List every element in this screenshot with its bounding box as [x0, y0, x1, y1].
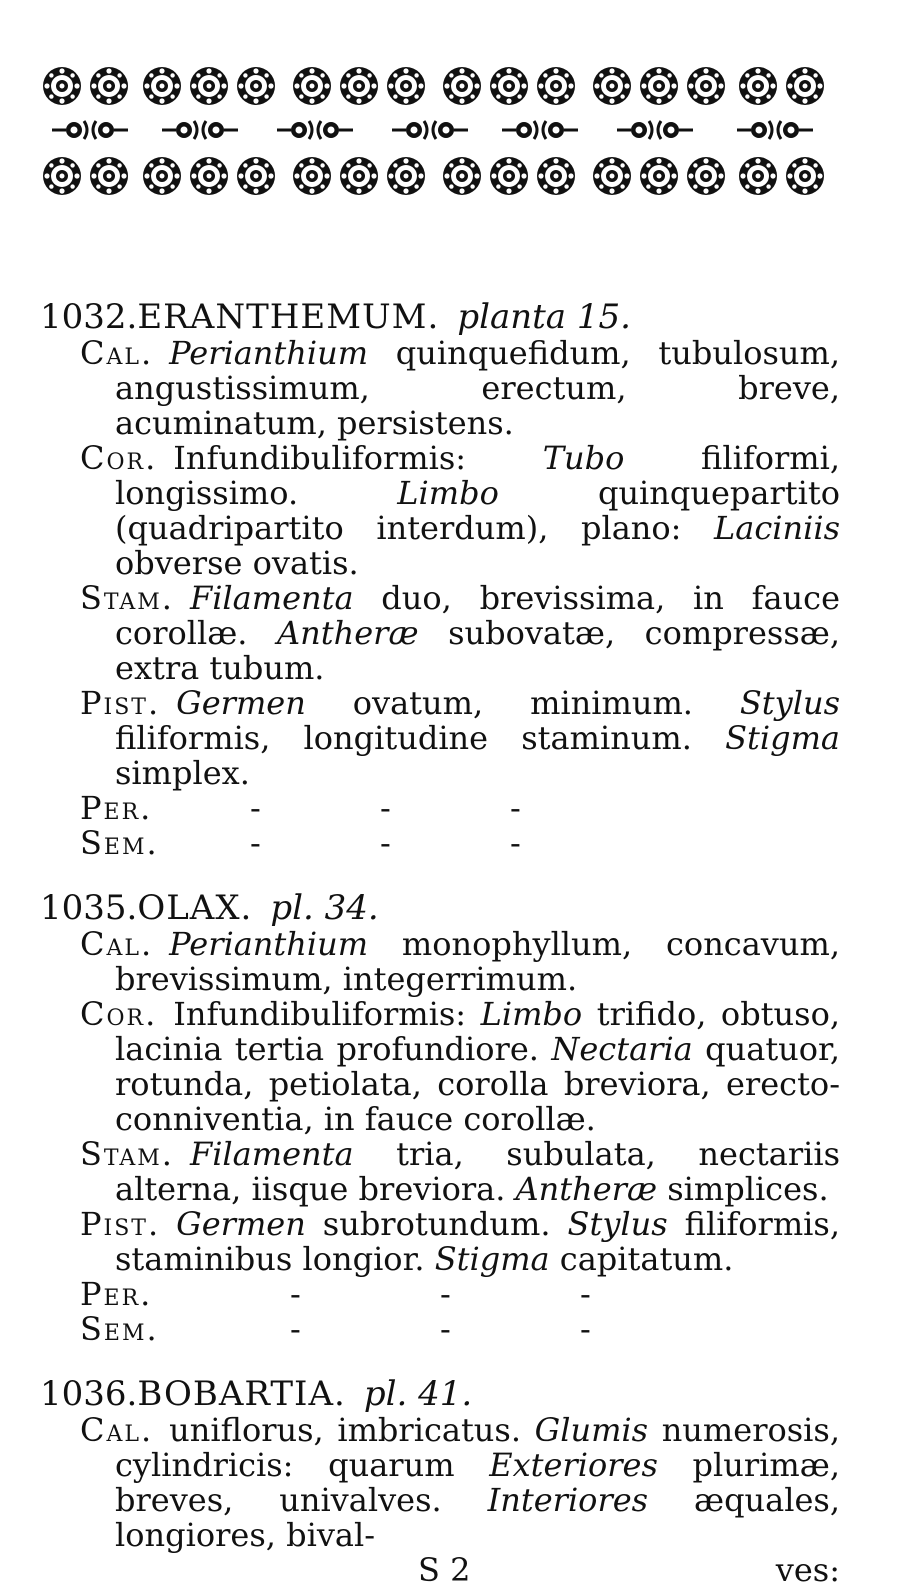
decorative-headpiece: [40, 62, 830, 202]
placeholder-dash: -: [510, 789, 521, 827]
description-text: duo, brevissima, in fauce corollæ.: [115, 579, 840, 652]
italic-term: Stigma: [434, 1240, 550, 1278]
signature-mark: S 2: [418, 1551, 471, 1589]
description-text: numerosis, cylindricis: quarum: [115, 1411, 841, 1484]
placeholder-dash: -: [380, 789, 391, 827]
part-label: Cal.: [80, 925, 154, 963]
part-label: Pist.: [80, 684, 161, 722]
placeholder-dash: -: [440, 1310, 451, 1348]
description-part: [40, 1413, 840, 1553]
entry-number: 1032.: [40, 297, 138, 337]
description-text: simplices.: [657, 1170, 829, 1208]
description-text: quatuor, rotunda, petiolata, corolla breviora, erecto-conniventia, in fauce corollæ.: [115, 1030, 841, 1138]
part-label: Per.: [80, 789, 153, 827]
plate-reference: pl. 41.: [363, 1374, 473, 1414]
description-text: æquales, longiores, bival-: [115, 1481, 841, 1554]
description-text: obverse ovatis.: [115, 544, 359, 582]
description-text: simplex.: [115, 754, 250, 792]
description-text: Infundibuliformis:: [173, 995, 481, 1033]
italic-term: Stylus: [739, 684, 840, 722]
italic-term: Exteriores: [489, 1446, 658, 1484]
placeholder-dash: -: [290, 1310, 301, 1348]
description-text: filiformis, longitudine staminum.: [115, 719, 726, 757]
description-text: capitatum.: [549, 1240, 734, 1278]
plate-reference: planta 15.: [457, 297, 631, 337]
genus-name: OLAX.: [137, 888, 253, 928]
italic-term: Laciniis: [714, 509, 840, 547]
entry-spacer: [40, 861, 840, 891]
description-text: filiformis, staminibus longior.: [115, 1205, 841, 1278]
description-text: Infundibuliformis:: [173, 439, 543, 477]
part-label: Cal.: [80, 1411, 154, 1449]
placeholder-dash: -: [250, 789, 261, 827]
description-text: tria, subulata, nectariis alterna, iisque breviora.: [115, 1135, 840, 1208]
placeholder-dash: -: [250, 824, 261, 862]
entry-heading: [40, 888, 840, 928]
description-text: ovatum, minimum.: [305, 684, 740, 722]
description-text: subovatæ, compressæ, extra tubum.: [115, 614, 840, 687]
catchword: ves:: [775, 1551, 840, 1589]
entry-spacer: [40, 1347, 840, 1377]
part-label: Cor.: [80, 439, 158, 477]
entry-heading: [40, 1374, 840, 1414]
italic-term: Limbo: [480, 995, 583, 1033]
genus-name: BOBARTIA.: [137, 1374, 346, 1414]
entry-number: 1036.: [40, 1374, 138, 1414]
part-label: Stam.: [80, 579, 174, 617]
part-label: Sem.: [80, 1310, 159, 1348]
placeholder-dash: -: [580, 1275, 591, 1313]
italic-term: Perianthium: [169, 334, 369, 372]
italic-term: Stigma: [725, 719, 840, 757]
italic-term: Germen: [176, 1205, 306, 1243]
placeholder-dash: -: [440, 1275, 451, 1313]
description-part: [40, 441, 840, 581]
description-part: [40, 336, 840, 441]
placeholder-dash: -: [380, 824, 391, 862]
italic-term: Stylus: [567, 1205, 668, 1243]
page-footer: [40, 1553, 840, 1588]
description-text: uniflorus, imbricatus.: [169, 1411, 535, 1449]
description-text: plurimæ, breves, univalves.: [115, 1446, 840, 1519]
description-part: [40, 581, 840, 686]
sem-row: [40, 826, 840, 861]
placeholder-dash: -: [580, 1310, 591, 1348]
genus-entry: [40, 888, 841, 1348]
description-text: monophyllum, concavum, brevissimum, integerrimum.: [115, 925, 840, 998]
italic-term: Interiores: [487, 1481, 649, 1519]
entry-heading: [40, 297, 840, 337]
description-text: quinquepartito (quadripartito interdum), plano:: [115, 474, 840, 547]
genus-entry: [40, 297, 840, 862]
part-label: Stam.: [80, 1135, 174, 1173]
description-part: [40, 1207, 840, 1277]
plate-reference: pl. 34.: [270, 888, 379, 928]
description-part: [40, 1137, 840, 1207]
italic-term: Perianthium: [169, 925, 369, 963]
italic-term: Filamenta: [189, 1135, 354, 1173]
description-part: [40, 997, 840, 1137]
italic-term: Antheræ: [277, 614, 419, 652]
per-row: [40, 791, 840, 826]
entry-number: 1035.: [40, 888, 138, 928]
part-label: Sem.: [80, 824, 159, 862]
sem-row: [40, 1312, 840, 1347]
italic-term: Glumis: [534, 1411, 649, 1449]
part-label: Pist.: [80, 1205, 161, 1243]
italic-term: Antheræ: [515, 1170, 658, 1208]
placeholder-dash: -: [290, 1275, 301, 1313]
part-label: Cal.: [80, 334, 154, 372]
per-row: [40, 1277, 840, 1312]
page-body: [40, 297, 841, 1589]
part-label: Cor.: [80, 995, 158, 1033]
placeholder-dash: -: [510, 824, 521, 862]
description-text: quinquefidum, tubulosum, angustissimum, erectum, breve, acuminatum, persistens.: [115, 334, 840, 442]
italic-term: Nectaria: [551, 1030, 693, 1068]
italic-term: Limbo: [397, 474, 499, 512]
genus-name: ERANTHEMUM.: [137, 297, 440, 337]
description-part: [40, 927, 840, 997]
italic-term: Tubo: [542, 439, 625, 477]
genus-entry: [40, 1374, 841, 1554]
italic-term: Filamenta: [189, 579, 354, 617]
description-text: subrotundum.: [305, 1205, 568, 1243]
description-text: trifido, obtuso, lacinia tertia profundiore.: [115, 995, 840, 1068]
description-part: [40, 686, 840, 791]
part-label: Per.: [80, 1275, 153, 1313]
description-text: filiformi, longissimo.: [115, 439, 840, 512]
italic-term: Germen: [176, 684, 306, 722]
